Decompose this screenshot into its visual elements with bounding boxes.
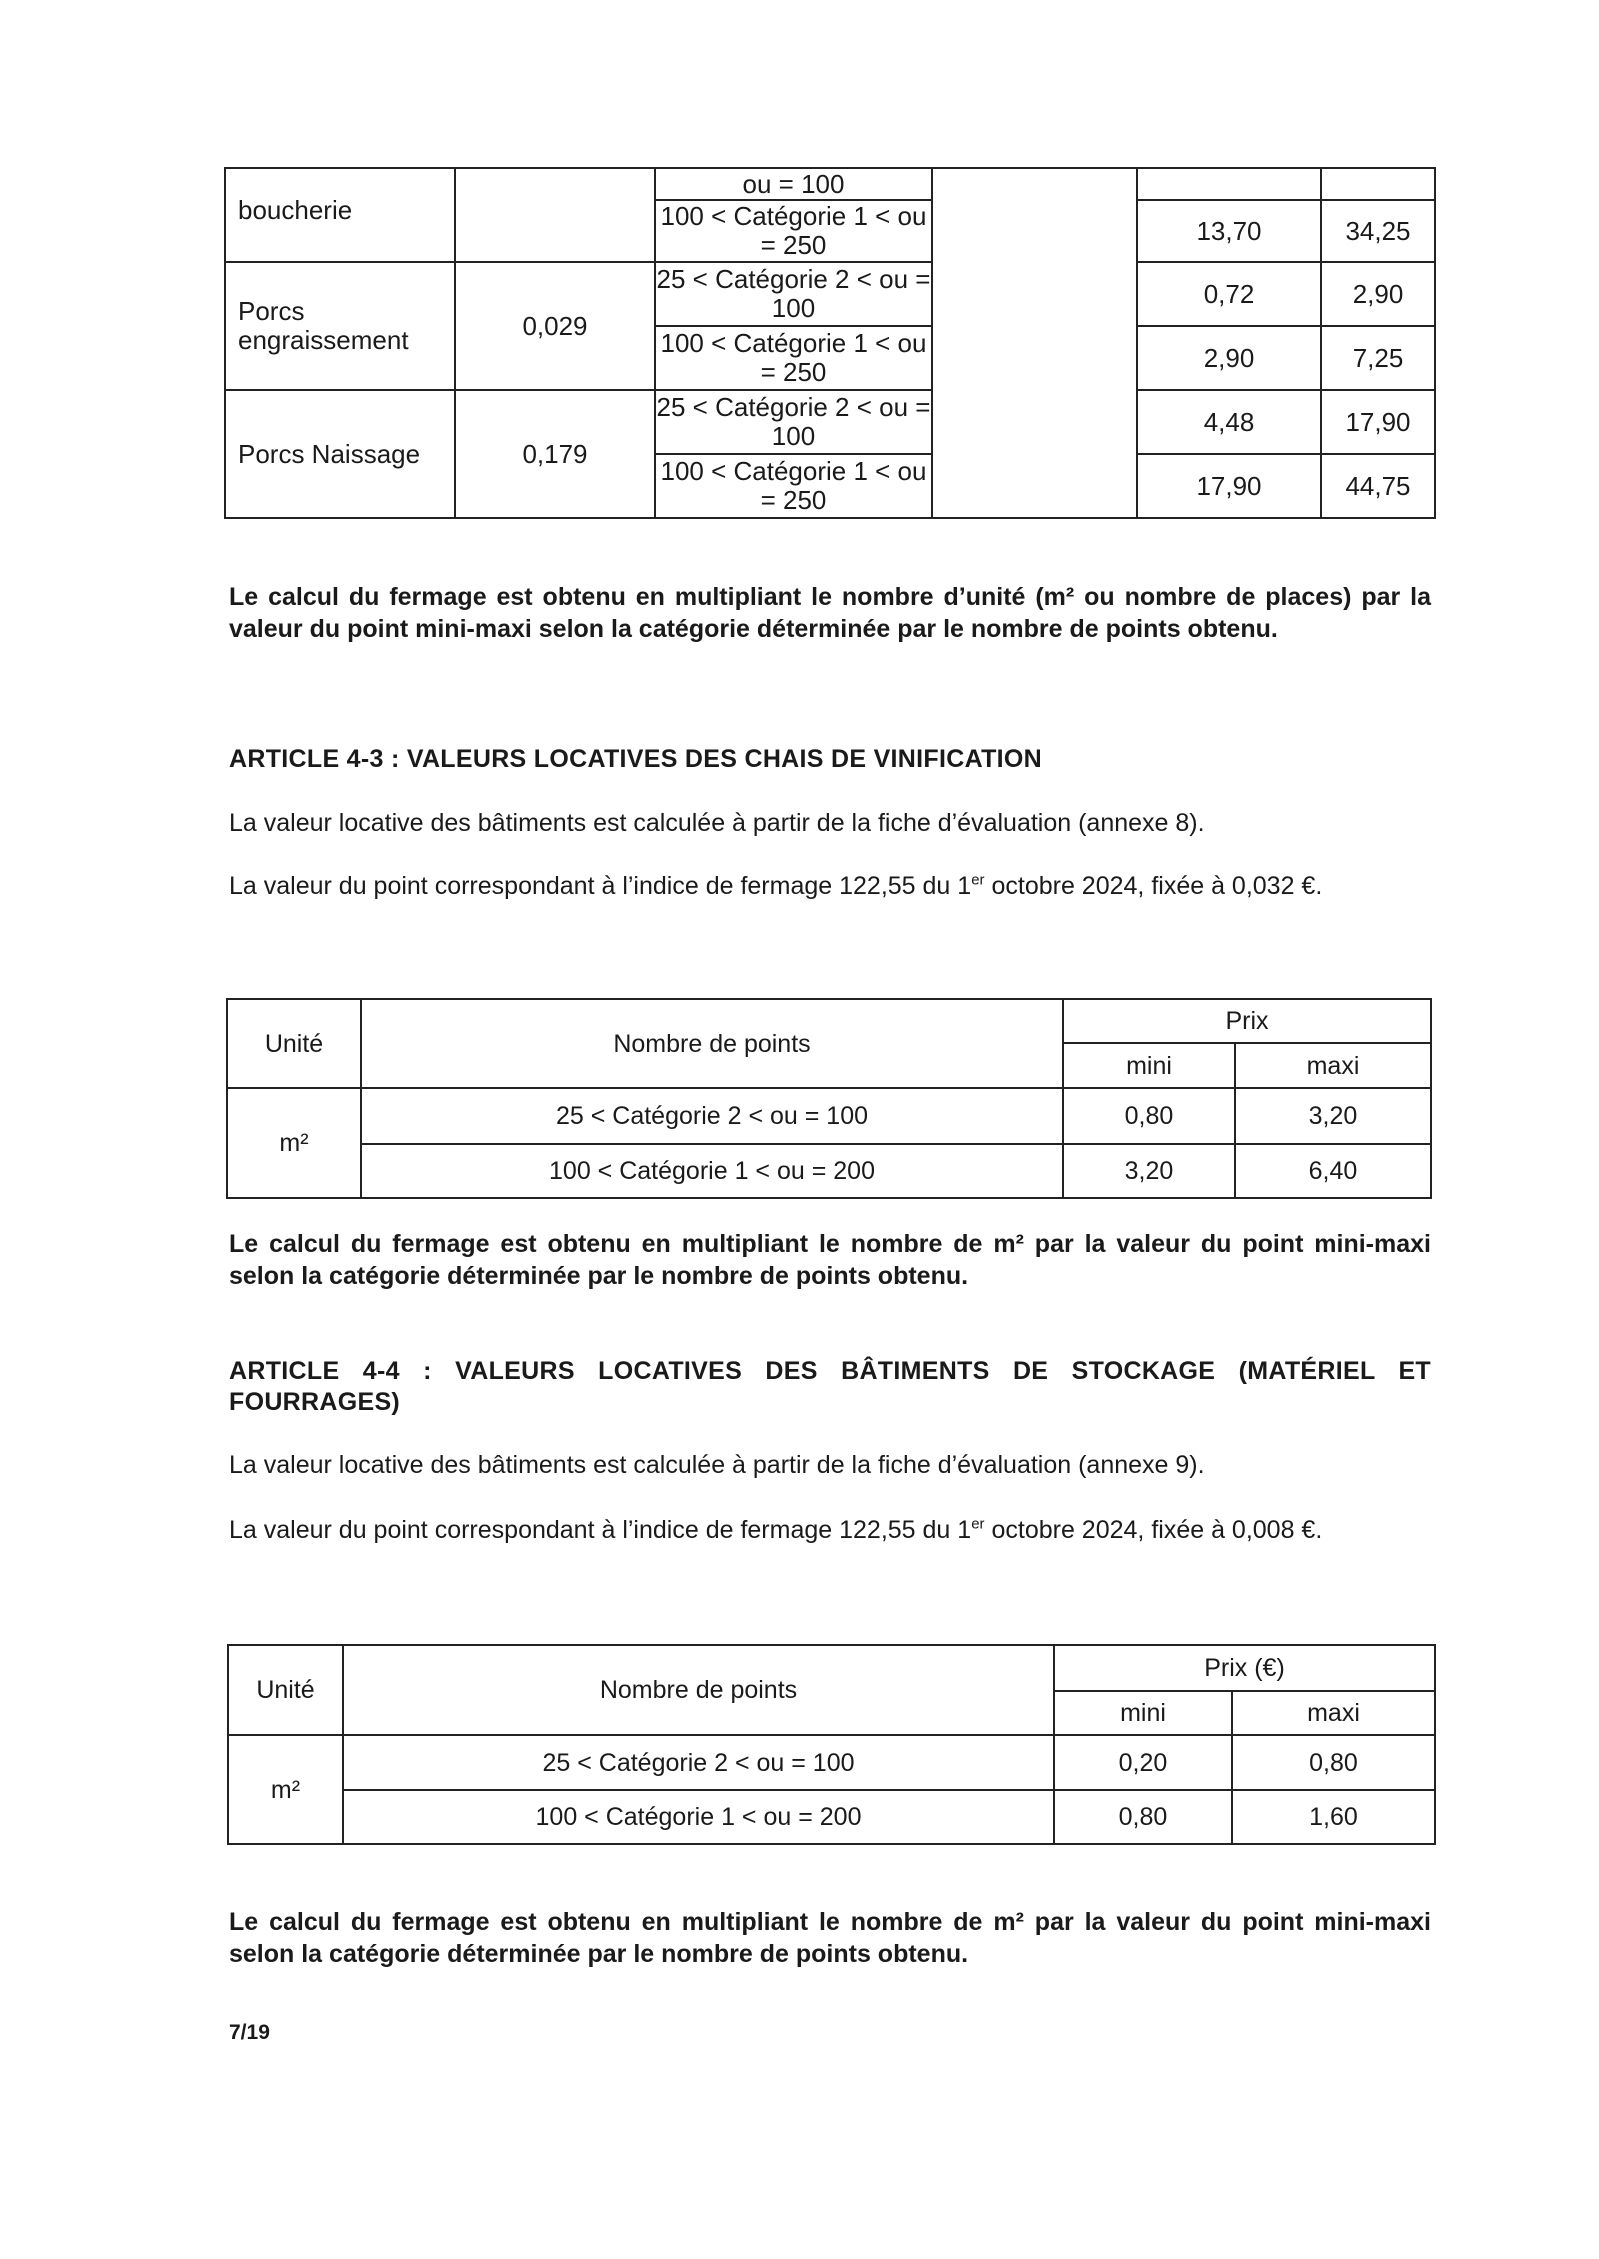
table-row bbox=[225, 262, 1435, 326]
row-label: Porcs Naissage bbox=[225, 390, 455, 518]
column-header-maxi: maxi bbox=[1232, 1691, 1435, 1735]
coefficient-cell: 0,029 bbox=[455, 262, 655, 390]
calculation-note: Le calcul du fermage est obtenu en multipliant le nombre de m² par la valeur du point mini-maxi selon la catégorie déterminée par le nombre de points obtenu. bbox=[229, 1908, 1431, 1968]
mini-cell: 0,20 bbox=[1054, 1735, 1232, 1790]
category-cell: 100 < Catégorie 1 < ou = 200 bbox=[361, 1144, 1063, 1198]
unit-cell: m² bbox=[227, 1088, 361, 1198]
table-row bbox=[227, 1144, 1431, 1198]
column-header-points: Nombre de points bbox=[361, 999, 1063, 1088]
maxi-cell: 7,25 bbox=[1321, 326, 1435, 390]
calculation-note: Le calcul du fermage est obtenu en multipliant le nombre de m² par la valeur du point mini-maxi selon la catégorie déterminée par le nombre de points obtenu. bbox=[229, 1230, 1431, 1290]
category-cell: 100 < Catégorie 1 < ou = 250 bbox=[655, 326, 932, 390]
column-header-mini: mini bbox=[1054, 1691, 1232, 1735]
coefficient-cell: 0,179 bbox=[455, 390, 655, 518]
maxi-cell: 3,20 bbox=[1235, 1088, 1431, 1144]
unit-cell: m² bbox=[228, 1735, 343, 1844]
maxi-cell: 0,80 bbox=[1232, 1735, 1435, 1790]
paragraph: La valeur du point correspondant à l’indice de fermage 122,55 du 1er octobre 2024, fixée à 0,008 €. bbox=[229, 1515, 1323, 1544]
maxi-cell: 6,40 bbox=[1235, 1144, 1431, 1198]
mini-cell: 0,80 bbox=[1054, 1790, 1232, 1844]
mini-cell bbox=[1137, 168, 1321, 200]
storage-building-price-table bbox=[227, 1644, 1436, 1845]
column-header-price: Prix (€) bbox=[1054, 1645, 1435, 1691]
table-row bbox=[228, 1735, 1435, 1790]
empty-cell bbox=[932, 454, 1137, 518]
article-heading: ARTICLE 4-4 : VALEURS LOCATIVES DES BÂTIMENTS DE STOCKAGE (MATÉRIEL ET FOURRAGES) bbox=[229, 1357, 1431, 1416]
table-header-row bbox=[227, 999, 1431, 1043]
article-heading: ARTICLE 4-3 : VALEURS LOCATIVES DES CHAIS DE VINIFICATION bbox=[229, 745, 1042, 773]
category-cell: 25 < Catégorie 2 < ou = 100 bbox=[361, 1088, 1063, 1144]
table-header-row bbox=[228, 1645, 1435, 1691]
mini-cell: 2,90 bbox=[1137, 326, 1321, 390]
mini-cell: 3,20 bbox=[1063, 1144, 1235, 1198]
wine-cellar-price-table bbox=[226, 998, 1432, 1199]
column-header-points: Nombre de points bbox=[343, 1645, 1054, 1735]
empty-cell bbox=[932, 390, 1137, 454]
mini-cell: 17,90 bbox=[1137, 454, 1321, 518]
category-cell: 100 < Catégorie 1 < ou = 200 bbox=[343, 1790, 1054, 1844]
category-cell: 100 < Catégorie 1 < ou = 250 bbox=[655, 454, 932, 518]
maxi-cell: 1,60 bbox=[1232, 1790, 1435, 1844]
table-row bbox=[228, 1790, 1435, 1844]
maxi-cell: 17,90 bbox=[1321, 390, 1435, 454]
calculation-note: Le calcul du fermage est obtenu en multipliant le nombre d’unité (m² ou nombre de places) par la valeur du point mini-maxi selon la catégorie déterminée par le nombre de points obtenu. bbox=[229, 583, 1431, 643]
paragraph: La valeur locative des bâtiments est calculée à partir de la fiche d’évaluation (annexe 9). bbox=[229, 1451, 1205, 1479]
paragraph: La valeur du point correspondant à l’indice de fermage 122,55 du 1er octobre 2024, fixée à 0,032 €. bbox=[229, 871, 1323, 900]
column-header-mini: mini bbox=[1063, 1043, 1235, 1088]
empty-cell bbox=[932, 200, 1137, 262]
paragraph: La valeur locative des bâtiments est calculée à partir de la fiche d’évaluation (annexe 8). bbox=[229, 809, 1205, 837]
maxi-cell: 34,25 bbox=[1321, 200, 1435, 262]
maxi-cell: 44,75 bbox=[1321, 454, 1435, 518]
column-header-unit: Unité bbox=[227, 999, 361, 1088]
empty-cell bbox=[932, 326, 1137, 390]
table-row bbox=[225, 168, 1435, 200]
category-cell: 25 < Catégorie 2 < ou = 100 bbox=[655, 262, 932, 326]
row-label: boucherie bbox=[225, 168, 455, 262]
empty-cell bbox=[932, 262, 1137, 326]
table-row bbox=[225, 390, 1435, 454]
mini-cell: 0,80 bbox=[1063, 1088, 1235, 1144]
row-label: Porcs engraissement bbox=[225, 262, 455, 390]
page-number: 7/19 bbox=[229, 2021, 270, 2044]
category-cell: ou = 100 bbox=[655, 168, 932, 200]
empty-cell bbox=[932, 168, 1137, 200]
coefficient-cell bbox=[455, 168, 655, 262]
category-cell: 25 < Catégorie 2 < ou = 100 bbox=[343, 1735, 1054, 1790]
mini-cell: 0,72 bbox=[1137, 262, 1321, 326]
livestock-buildings-table bbox=[224, 167, 1436, 519]
maxi-cell: 2,90 bbox=[1321, 262, 1435, 326]
column-header-unit: Unité bbox=[228, 1645, 343, 1735]
mini-cell: 13,70 bbox=[1137, 200, 1321, 262]
category-cell: 25 < Catégorie 2 < ou = 100 bbox=[655, 390, 932, 454]
table-row bbox=[227, 1088, 1431, 1144]
category-cell: 100 < Catégorie 1 < ou = 250 bbox=[655, 200, 932, 262]
mini-cell: 4,48 bbox=[1137, 390, 1321, 454]
column-header-price: Prix bbox=[1063, 999, 1431, 1043]
maxi-cell bbox=[1321, 168, 1435, 200]
column-header-maxi: maxi bbox=[1235, 1043, 1431, 1088]
